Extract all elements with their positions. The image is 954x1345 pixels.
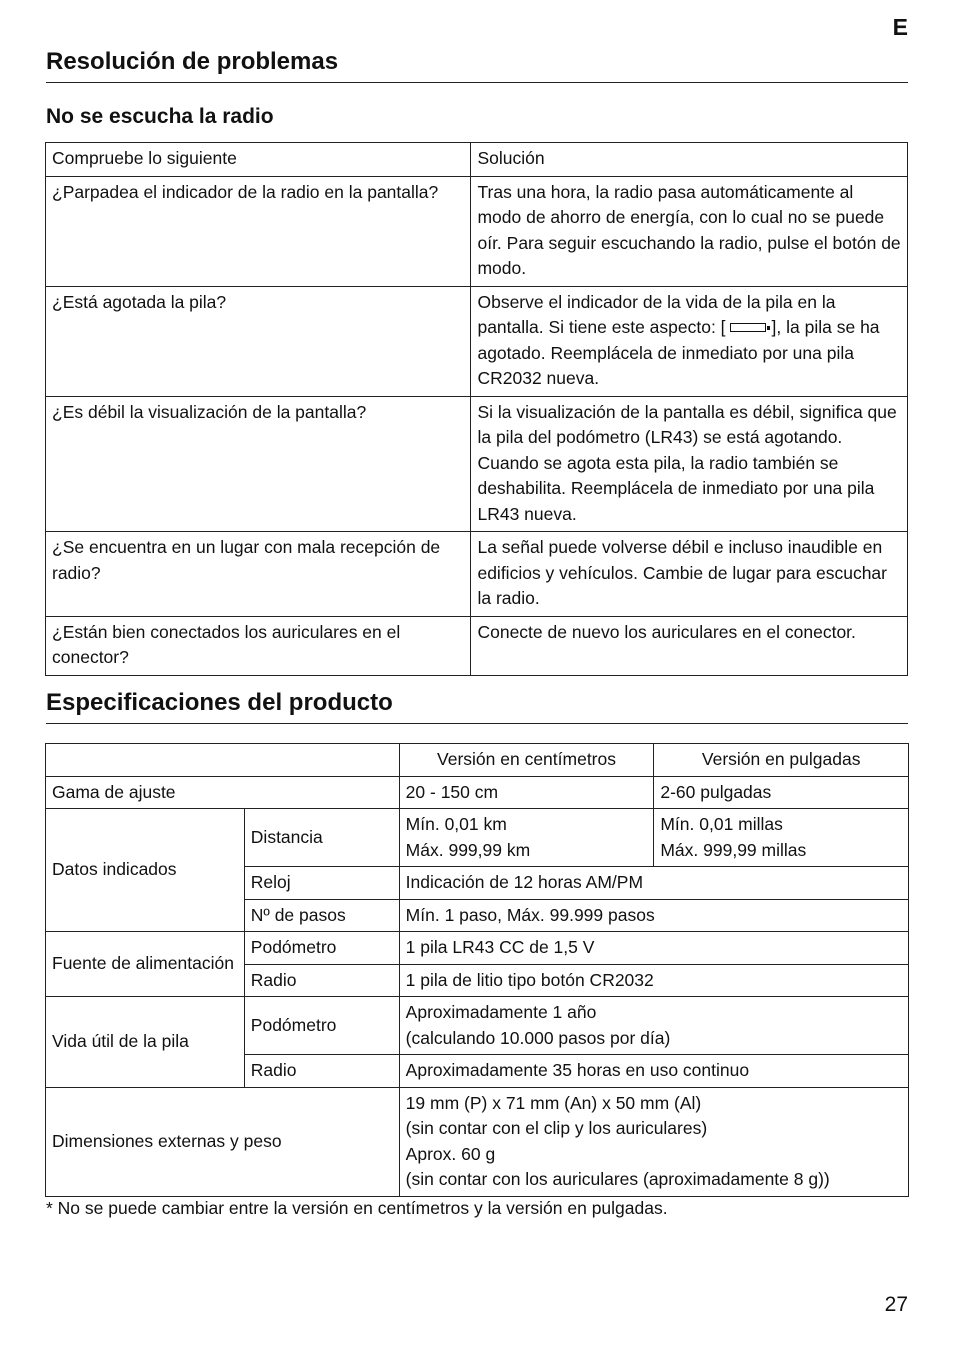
troubleshooting-table [45, 142, 908, 676]
empty-header-cell [46, 744, 400, 777]
table-row [46, 932, 909, 965]
column-header-solution: Solución [471, 143, 908, 177]
specifications-table [45, 743, 909, 1197]
table-row [46, 616, 908, 675]
table-row [46, 532, 908, 617]
section-title-troubleshooting: Resolución de problemas [46, 48, 908, 83]
distance-in-max: Máx. 999,99 millas [660, 839, 807, 860]
distance-in [654, 809, 909, 867]
steps-label: Nº de pasos [244, 899, 399, 932]
distance-cm [399, 809, 654, 867]
page-number: 27 [884, 1293, 908, 1316]
dims-line2: (sin contar con el clip y los auriculares) [405, 1118, 708, 1138]
table-header-row [46, 744, 909, 777]
table-header-row [46, 143, 908, 177]
dims-line4: (sin contar con los auriculares (aproximadamente 8 g)) [405, 1169, 830, 1189]
dims-line3: Aprox. 60 g [405, 1143, 496, 1164]
dims-value [399, 1087, 908, 1196]
distance-cm-max: Máx. 999,99 km [405, 839, 531, 860]
solution-text-before: Observe el indicador de la vida de la pila en la pantalla. Si tiene este aspecto: [ [477, 291, 836, 337]
range-label: Gama de ajuste [46, 776, 400, 809]
solution-cell: Conecte de nuevo los auriculares en el conector. [471, 616, 908, 675]
table-row [46, 396, 908, 532]
power-pedometer-label: Podómetro [244, 932, 399, 965]
check-cell: ¿Es débil la visualización de la pantalla? [46, 396, 471, 532]
check-cell: ¿Se encuentra en un lugar con mala recepción de radio? [46, 532, 471, 617]
table-row [46, 997, 909, 1055]
range-cm: 20 - 150 cm [399, 776, 654, 809]
life-pedometer-label: Podómetro [244, 997, 399, 1055]
life-pedometer-line2: (calculando 10.000 pasos por día) [405, 1027, 671, 1048]
dims-label: Dimensiones externas y peso [46, 1087, 400, 1196]
solution-cell: La señal puede volverse débil e incluso inaudible en edificios y vehículos. Cambie de lugar para escuchar la radio. [471, 532, 908, 617]
distance-in-min: Mín. 0,01 millas [660, 814, 783, 834]
check-cell: ¿Están bien conectados los auriculares en el conector? [46, 616, 471, 675]
dims-line1: 19 mm (P) x 71 mm (An) x 50 mm (Al) [405, 1092, 702, 1113]
life-radio-value: Aproximadamente 35 horas en uso continuo [399, 1055, 908, 1088]
table-row [46, 1087, 909, 1196]
life-label: Vida útil de la pila [46, 997, 245, 1088]
table-row [46, 176, 908, 286]
column-header-check: Compruebe lo siguiente [46, 143, 471, 177]
check-cell: ¿Está agotada la pila? [46, 286, 471, 396]
subsection-title-radio: No se escucha la radio [46, 105, 274, 128]
power-pedometer-value: 1 pila LR43 CC de 1,5 V [399, 932, 908, 965]
distance-cm-min: Mín. 0,01 km [405, 814, 507, 834]
footnote: * No se puede cambiar entre la versión en centímetros y la versión en pulgadas. [46, 1198, 668, 1218]
clock-value: Indicación de 12 horas AM/PM [399, 867, 908, 900]
check-cell: ¿Parpadea el indicador de la radio en la pantalla? [46, 176, 471, 286]
steps-value: Mín. 1 paso, Máx. 99.999 pasos [399, 899, 908, 932]
section-title-specs: Especificaciones del producto [46, 689, 908, 724]
clock-label: Reloj [244, 867, 399, 900]
data-label: Datos indicados [46, 809, 245, 932]
column-header-cm: Versión en centímetros [399, 744, 654, 777]
power-radio-value: 1 pila de litio tipo botón CR2032 [399, 964, 908, 997]
language-tab: E [892, 14, 908, 40]
empty-battery-icon [728, 322, 770, 334]
column-header-in: Versión en pulgadas [654, 744, 909, 777]
power-radio-label: Radio [244, 964, 399, 997]
table-row [46, 776, 909, 809]
solution-cell: Tras una hora, la radio pasa automáticamente al modo de ahorro de energía, con lo cual no se puede oír. Para seguir escuchando la radio, pulse el botón de modo. [471, 176, 908, 286]
distance-label: Distancia [244, 809, 399, 867]
table-row [46, 809, 909, 867]
life-pedometer-value [399, 997, 908, 1055]
life-radio-label: Radio [244, 1055, 399, 1088]
power-label: Fuente de alimentación [46, 932, 245, 997]
table-row [46, 286, 908, 396]
range-in: 2-60 pulgadas [654, 776, 909, 809]
solution-cell: Si la visualización de la pantalla es débil, significa que la pila del podómetro (LR43) se está agotando. Cuando se agota esta pila, la radio también se deshabilita. Reemplácela de inmediato por una pila LR43 nueva. [471, 396, 908, 532]
solution-text-after: ], la pila se ha agotado. Reemplácela de inmediato por una pila CR2032 nueva. [477, 317, 880, 388]
solution-cell [471, 286, 908, 396]
life-pedometer-line1: Aproximadamente 1 año [405, 1002, 597, 1022]
